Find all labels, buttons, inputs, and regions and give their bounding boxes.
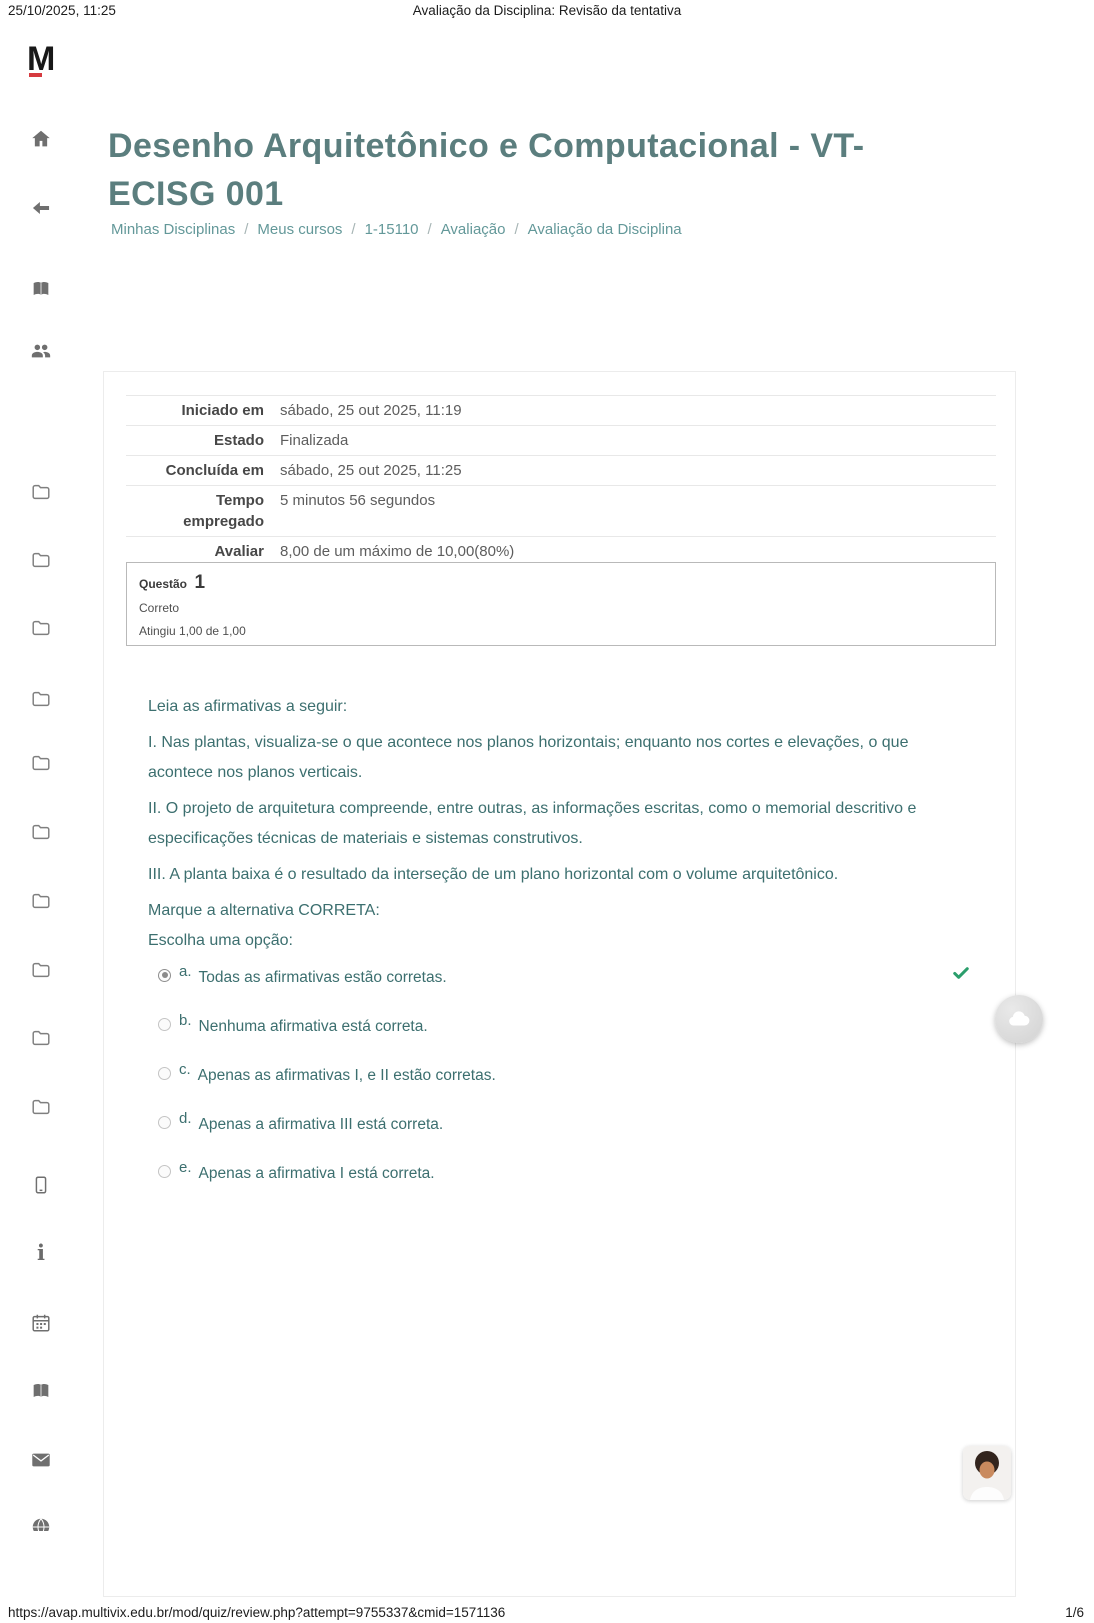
attempt-summary-table <box>126 395 996 567</box>
logo-letter: M <box>27 40 55 78</box>
folder-icon[interactable] <box>30 481 52 503</box>
question-grade: Atingiu 1,00 de 1,00 <box>139 624 246 638</box>
question-status: Correto <box>139 601 180 615</box>
breadcrumb-course-code[interactable]: 1-15110 <box>364 221 419 238</box>
book-icon[interactable] <box>30 278 52 300</box>
choose-option-label: Escolha uma opção: <box>148 932 293 949</box>
option-text: Nenhuma afirmativa está correta. <box>198 1018 428 1035</box>
radio-option-e[interactable] <box>158 1165 171 1178</box>
question-prompt: Marque a alternativa CORRETA: <box>148 902 380 919</box>
folder-icon[interactable] <box>30 890 52 912</box>
answer-option-c[interactable] <box>148 1060 953 1090</box>
breadcrumb-separator: / <box>427 221 432 238</box>
floating-widget-button[interactable] <box>995 995 1043 1043</box>
globe-icon[interactable] <box>30 1516 52 1531</box>
folder-icon[interactable] <box>30 959 52 981</box>
radio-option-b[interactable] <box>158 1018 171 1031</box>
table-row <box>126 486 996 537</box>
envelope-icon[interactable] <box>30 1449 52 1471</box>
folder-icon[interactable] <box>30 1096 52 1118</box>
folder-icon[interactable] <box>30 821 52 843</box>
print-datetime: 25/10/2025, 11:25 <box>8 3 116 18</box>
breadcrumb-separator: / <box>514 221 519 238</box>
back-arrow-icon[interactable] <box>30 197 52 219</box>
question-statement-3: III. A planta baixa é o resultado da interseção de um plano horizontal com o volume arquitetônico. <box>148 866 839 883</box>
summary-value: 5 minutos 56 segundos <box>280 492 436 509</box>
print-header <box>0 0 1094 22</box>
cloud-icon <box>1006 1006 1032 1032</box>
question-number-label: Questão <box>139 577 188 591</box>
option-text: Todas as afirmativas estão corretas. <box>198 969 447 986</box>
folder-icon[interactable] <box>30 1027 52 1049</box>
radio-option-d[interactable] <box>158 1116 171 1129</box>
question-info-box <box>126 562 996 646</box>
question-statement-1: I. Nas plantas, visualiza-se o que acontece nos planos horizontais; enquanto nos cortes e elevações, o que acontece nos planos verticais. <box>148 734 909 781</box>
answer-option-a[interactable] <box>148 962 953 992</box>
breadcrumb-minhas-disciplinas[interactable]: Minhas Disciplinas <box>111 221 236 238</box>
summary-value: Finalizada <box>280 432 349 449</box>
page-title: Desenho Arquitetônico e Computacional - VT-ECISG 001 <box>108 127 865 213</box>
table-row <box>126 396 996 426</box>
avatar-person-icon <box>963 1446 1011 1500</box>
breadcrumb-avaliacao-disciplina[interactable]: Avaliação da Disciplina <box>527 221 682 238</box>
print-page-number: 1/6 <box>1065 1605 1084 1620</box>
radio-option-c[interactable] <box>158 1067 171 1080</box>
summary-label: Estado <box>213 432 264 449</box>
option-letter: b. <box>179 1012 192 1029</box>
print-footer <box>0 1602 1094 1620</box>
breadcrumb-meus-cursos[interactable]: Meus cursos <box>257 221 343 238</box>
folder-icon[interactable] <box>30 617 52 639</box>
radio-option-a[interactable] <box>158 969 171 982</box>
folder-icon[interactable] <box>30 549 52 571</box>
print-url: https://avap.multivix.edu.br/mod/quiz/review.php?attempt=9755337&cmid=1571136 <box>8 1605 506 1620</box>
option-text: Apenas a afirmativa I está correta. <box>198 1165 435 1182</box>
question-content <box>148 692 953 1207</box>
option-text: Apenas a afirmativa III está correta. <box>198 1116 444 1133</box>
book-icon[interactable] <box>30 1380 52 1402</box>
option-letter: c. <box>179 1061 191 1078</box>
breadcrumb-avaliacao[interactable]: Avaliação <box>440 221 506 238</box>
summary-label: Concluída em <box>165 462 264 479</box>
print-title: Avaliação da Disciplina: Revisão da tentativa <box>412 3 682 18</box>
summary-value: sábado, 25 out 2025, 11:19 <box>280 402 462 419</box>
quiz-review-card <box>103 371 1016 1597</box>
summary-value: sábado, 25 out 2025, 11:25 <box>280 462 462 479</box>
option-letter: a. <box>179 963 192 980</box>
question-number: 1 <box>194 572 206 593</box>
summary-value: 8,00 de um máximo de 10,00(80%) <box>280 543 515 560</box>
question-intro: Leia as afirmativas a seguir: <box>148 698 348 715</box>
calendar-icon[interactable] <box>30 1312 52 1334</box>
breadcrumb-separator: / <box>351 221 356 238</box>
correct-check-icon <box>951 963 971 983</box>
summary-label: Tempo empregado <box>183 492 264 530</box>
summary-label: Avaliar <box>214 543 264 560</box>
assistant-avatar[interactable] <box>963 1446 1011 1500</box>
option-letter: e. <box>179 1159 192 1176</box>
home-icon[interactable] <box>30 128 52 150</box>
answer-option-e[interactable] <box>148 1158 953 1188</box>
folder-icon[interactable] <box>30 688 52 710</box>
breadcrumb-separator: / <box>244 221 249 238</box>
answer-option-d[interactable] <box>148 1109 953 1139</box>
answer-option-b[interactable] <box>148 1011 953 1041</box>
option-letter: d. <box>179 1110 192 1127</box>
table-row <box>126 456 996 486</box>
mobile-icon[interactable] <box>30 1174 52 1196</box>
users-icon[interactable] <box>30 340 52 362</box>
option-text: Apenas as afirmativas I, e II estão corretas. <box>197 1067 496 1084</box>
multivix-logo <box>27 42 67 77</box>
table-row <box>126 426 996 456</box>
folder-icon[interactable] <box>30 752 52 774</box>
question-statement-2: II. O projeto de arquitetura compreende, entre outras, as informações escritas, como o memorial descritivo e especificações técnicas de materiais e sistemas construtivos. <box>148 800 917 847</box>
summary-label: Iniciado em <box>181 402 264 419</box>
info-icon[interactable] <box>30 1242 52 1264</box>
breadcrumb <box>111 221 682 238</box>
